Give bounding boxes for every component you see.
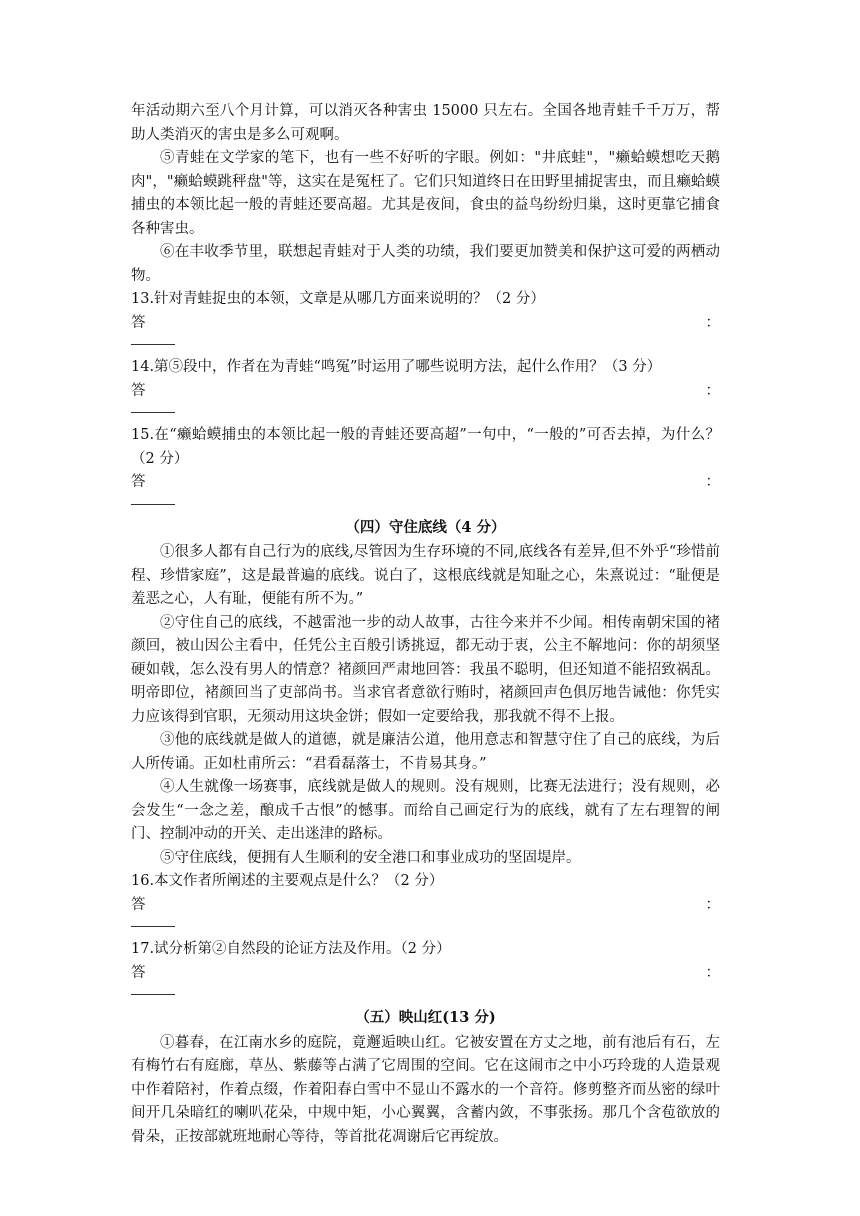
passage-paragraph: ③他的底线就是做人的道德，就是廉洁公道，他用意志和智慧守住了自己的底线，为后人所传诵。正如杜甫所云：“君看磊落士，不肯易其身。” — [131, 732, 720, 772]
answer-blank-line[interactable] — [131, 344, 175, 345]
answer-blank-line[interactable] — [131, 504, 175, 505]
question-16: 16.本文作者所阐述的主要观点是什么？（2 分） — [131, 873, 444, 889]
question-15: 15.在“癞蛤蟆捕虫的本领比起一般的青蛙还要高超”一句中，“一般的”可否去掉，为什么？（2 分） — [131, 427, 720, 467]
question-13: 13.针对青蛙捉虫的本领，文章是从哪几方面来说明的？（2 分） — [131, 291, 545, 307]
answer-label: 答 — [131, 964, 146, 981]
answer-row-15[interactable] — [131, 471, 720, 495]
answer-row-13[interactable] — [131, 312, 720, 336]
answer-blank-line[interactable] — [131, 994, 175, 995]
answer-label: 答 — [131, 382, 146, 399]
answer-blank-line[interactable] — [131, 412, 175, 413]
section-heading: （四）守住底线（4 分） — [345, 518, 506, 536]
answer-row-16[interactable] — [131, 894, 720, 918]
question-14: 14.第⑤段中，作者在为青蛙“鸣冤”时运用了哪些说明方法，起什么作用？（3 分） — [131, 359, 662, 375]
passage-paragraph: ⑥在丰收季节里，联想起青蛙对于人类的功绩，我们要更加赞美和保护这可爱的两栖动物。 — [131, 244, 720, 284]
passage-paragraph: 年活动期六至八个月计算，可以消灭各种害虫 15000 只左右。全国各地青蛙千千万万，帮助人类消灭的害虫是多么可观啊。 — [131, 103, 720, 143]
question-17: 17.试分析第②自然段的论证方法及作用。（2 分） — [131, 941, 451, 957]
answer-blank-line[interactable] — [131, 926, 175, 927]
answer-colon: ： — [705, 896, 720, 913]
answer-row-14[interactable] — [131, 380, 720, 404]
answer-colon: ： — [705, 382, 720, 399]
section-heading: （五）映山红(13 分) — [355, 1009, 496, 1026]
answer-label: 答 — [131, 314, 146, 331]
answer-label: 答 — [131, 896, 146, 913]
answer-colon: ： — [705, 314, 720, 331]
answer-colon: ： — [705, 474, 720, 490]
passage-paragraph: ①很多人都有自己行为的底线,尽管因为生存环境的不同,底线各有差异,但不外乎“珍惜前程、珍惜家庭”，这是最普遍的底线。说白了，这根底线就是知耻之心，朱熹说过：“耻便是羞恶之心，人有耻，便能有所不为。” — [131, 544, 720, 607]
passage-paragraph: ①暮春，在江南水乡的庭院，竟邂逅映山红。它被安置在方丈之地，前有池后有石，左有梅竹右有庭廊，草丛、紫藤等占满了它周围的空间。它在这闹市之中小巧玲珑的人造景观中作着陪衬，作着点缀，作着阳春白雪中不显山不露水的一个音符。修剪整齐而丛密的绿叶间开几朵暗红的喇叭花朵，中规中矩，小心翼翼，含蓄内敛，不事张扬。那几个含苞欲放的骨朵，正按部就班地耐心等待，等首批花凋谢后它再绽放。 — [131, 1034, 720, 1145]
answer-label: 答 — [131, 474, 146, 490]
passage-paragraph: ②守住自己的底线，不越雷池一步的动人故事，古往今来并不少闻。相传南朝宋国的褚颜回，被山因公主看中，任凭公主百般引诱挑逗，都无动于衷，公主不解地问：你的胡须坚硬如戟，怎么没有男人的情意？褚颜回严肃地回答：我虽不聪明，但还知道不能招致祸乱。明帝即位，褚颜回当了吏部尚书。当求官者意欲行贿时，褚颜回声色俱厉地告诫他：你凭实力应该得到官职，无须动用这块金饼；假如一定要给我，那我就不得不上报。 — [131, 614, 720, 725]
passage-paragraph: ④人生就像一场赛事，底线就是做人的规则。没有规则，比赛无法进行；没有规则，必会发生“一念之差，酿成千古恨”的憾事。而给自己画定行为的底线，就有了左右理智的闸门、控制冲动的开关、走出迷津的路标。 — [131, 779, 720, 842]
passage-paragraph: ⑤守住底线，便拥有人生顺利的安全港口和事业成功的坚固堤岸。 — [160, 849, 581, 866]
passage-paragraph: ⑤青蛙在文学家的笔下，也有一些不好听的字眼。例如："井底蛙"，"癞蛤蟆想吃天鹅肉"，"癞蛤蟆跳秤盘"等，这实在是冤枉了。它们只知道终日在田野里捕捉害虫，而且癞蛤蟆捕虫的本领比起一般的青蛙还要高超。尤其是夜间，食虫的益鸟纷纷归巢，这时更靠它捕食各种害虫。 — [131, 150, 720, 237]
exam-page — [131, 100, 720, 1149]
answer-row-17[interactable] — [131, 962, 720, 986]
answer-colon: ： — [705, 964, 720, 981]
